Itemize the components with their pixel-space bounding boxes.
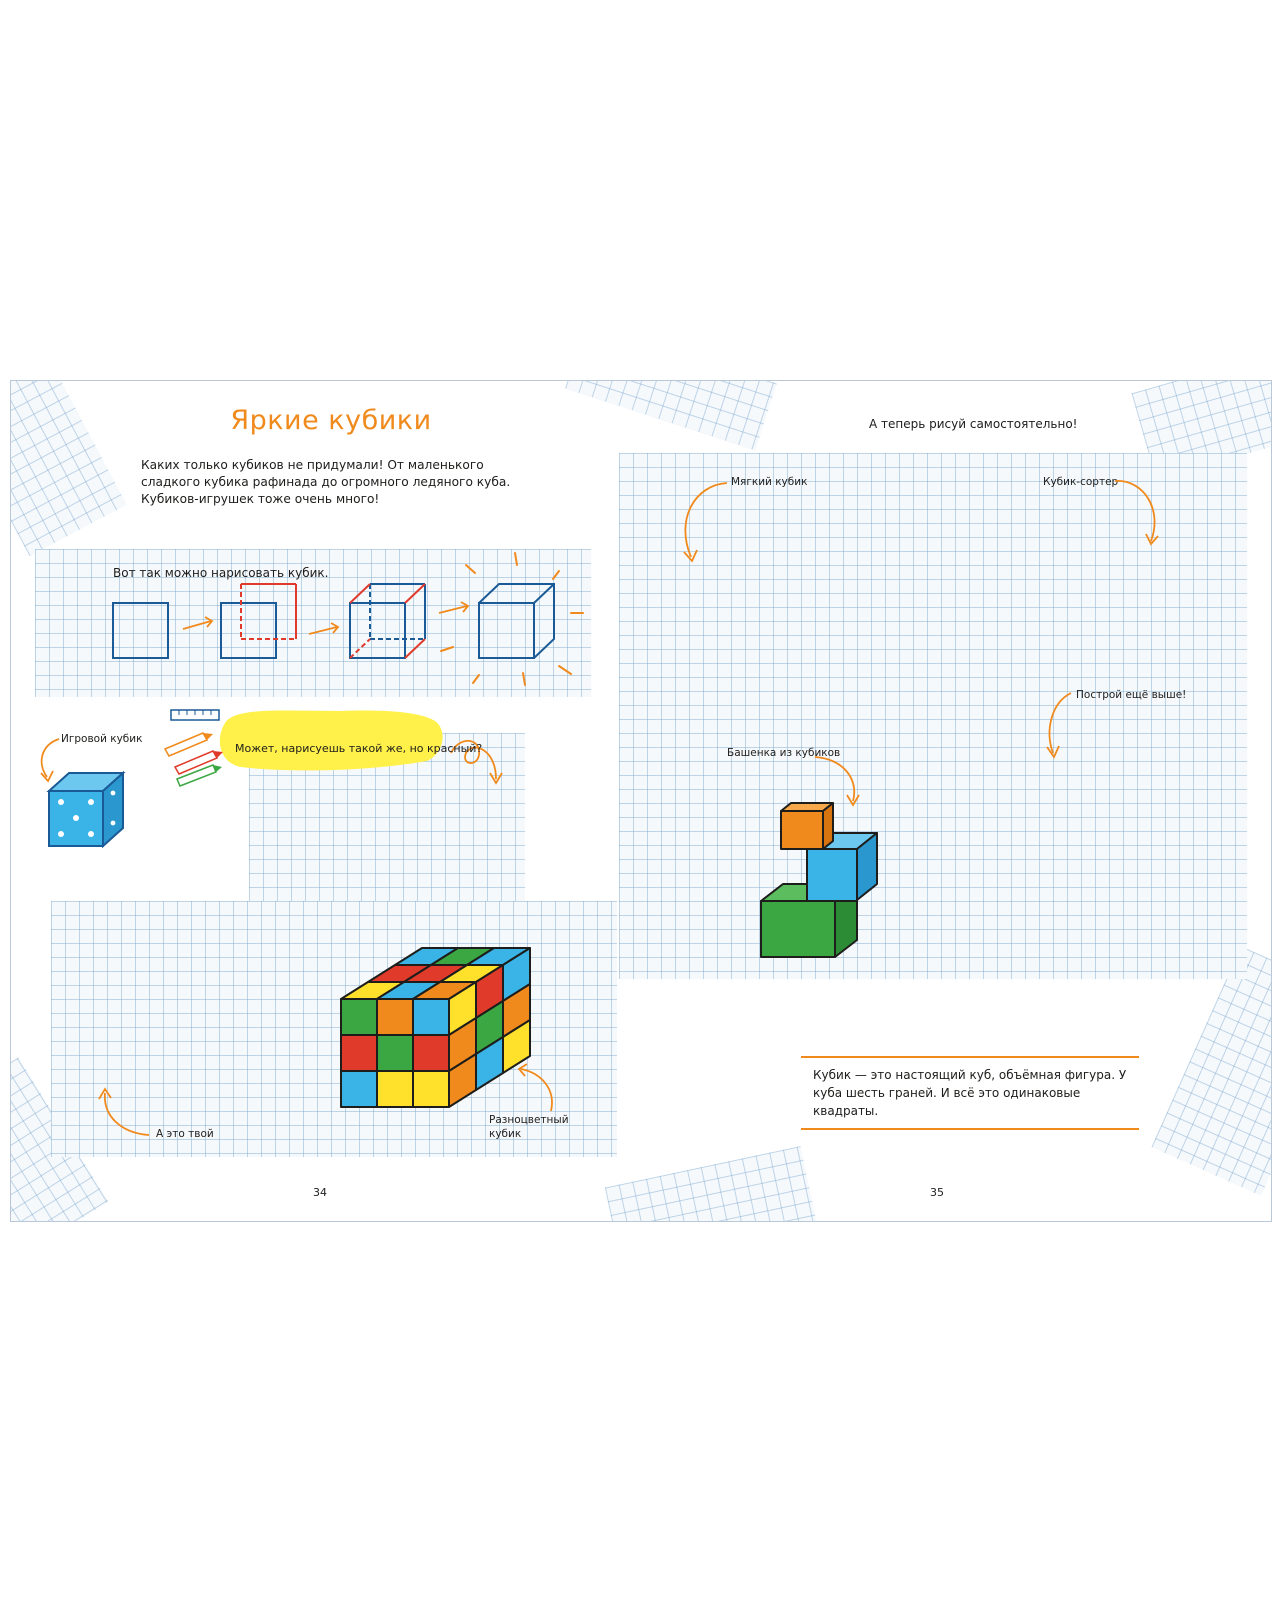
page-number-right: 35 bbox=[930, 1186, 944, 1199]
build-higher-arrow bbox=[1050, 693, 1071, 753]
cube-step-1 bbox=[113, 603, 168, 658]
rubik-label: Разноцветный кубик bbox=[489, 1114, 569, 1140]
sorter-cube-label: Кубик-сортер bbox=[1043, 476, 1119, 488]
illustrations bbox=[11, 381, 1271, 1221]
soft-cube-label: Мягкий кубик bbox=[731, 476, 808, 488]
soft-cube-arrow bbox=[685, 483, 727, 557]
how-to-label: Вот так можно нарисовать кубик. bbox=[113, 566, 329, 580]
sorter-cube-arrow bbox=[1115, 481, 1155, 541]
cube-step-2 bbox=[221, 584, 296, 658]
your-turn-label: А это твой bbox=[156, 1128, 214, 1140]
dice-illustration bbox=[49, 773, 123, 846]
dice-arrow bbox=[42, 739, 59, 777]
ruler-icon bbox=[171, 710, 219, 720]
dice-label: Игровой кубик bbox=[61, 733, 143, 745]
sparkle-rays bbox=[441, 553, 583, 685]
your-turn-arrow bbox=[105, 1093, 149, 1135]
tower-arrow bbox=[815, 757, 854, 801]
pencils-icon bbox=[165, 733, 223, 786]
intro-text: Каких только кубиков не придумали! От маленького сладкого кубика рафинада до огромного ледяного куба. Кубиков-игрушек тоже очень много! bbox=[141, 458, 511, 506]
rubik-arrow bbox=[521, 1069, 552, 1111]
speech-bubble bbox=[220, 711, 443, 771]
cube-step-3 bbox=[350, 584, 425, 658]
page-title: Яркие кубики bbox=[230, 405, 432, 436]
build-higher-label: Построй ещё выше! bbox=[1076, 689, 1187, 701]
cube-tower-illustration bbox=[761, 803, 877, 957]
cube-step-4 bbox=[479, 584, 554, 658]
bubble-text: Может, нарисуешь такой же, но красный? bbox=[235, 742, 483, 755]
page-number-left: 34 bbox=[313, 1186, 327, 1199]
rubik-cube-illustration bbox=[341, 948, 530, 1107]
footer-note: Кубик — это настоящий куб, объёмная фигура. У куба шесть граней. И всё это одинаковые квадраты. bbox=[801, 1056, 1139, 1130]
right-page-header: А теперь рисуй самостоятельно! bbox=[869, 417, 1078, 431]
book-spread bbox=[10, 380, 1272, 1222]
tower-label: Башенка из кубиков bbox=[727, 747, 841, 759]
